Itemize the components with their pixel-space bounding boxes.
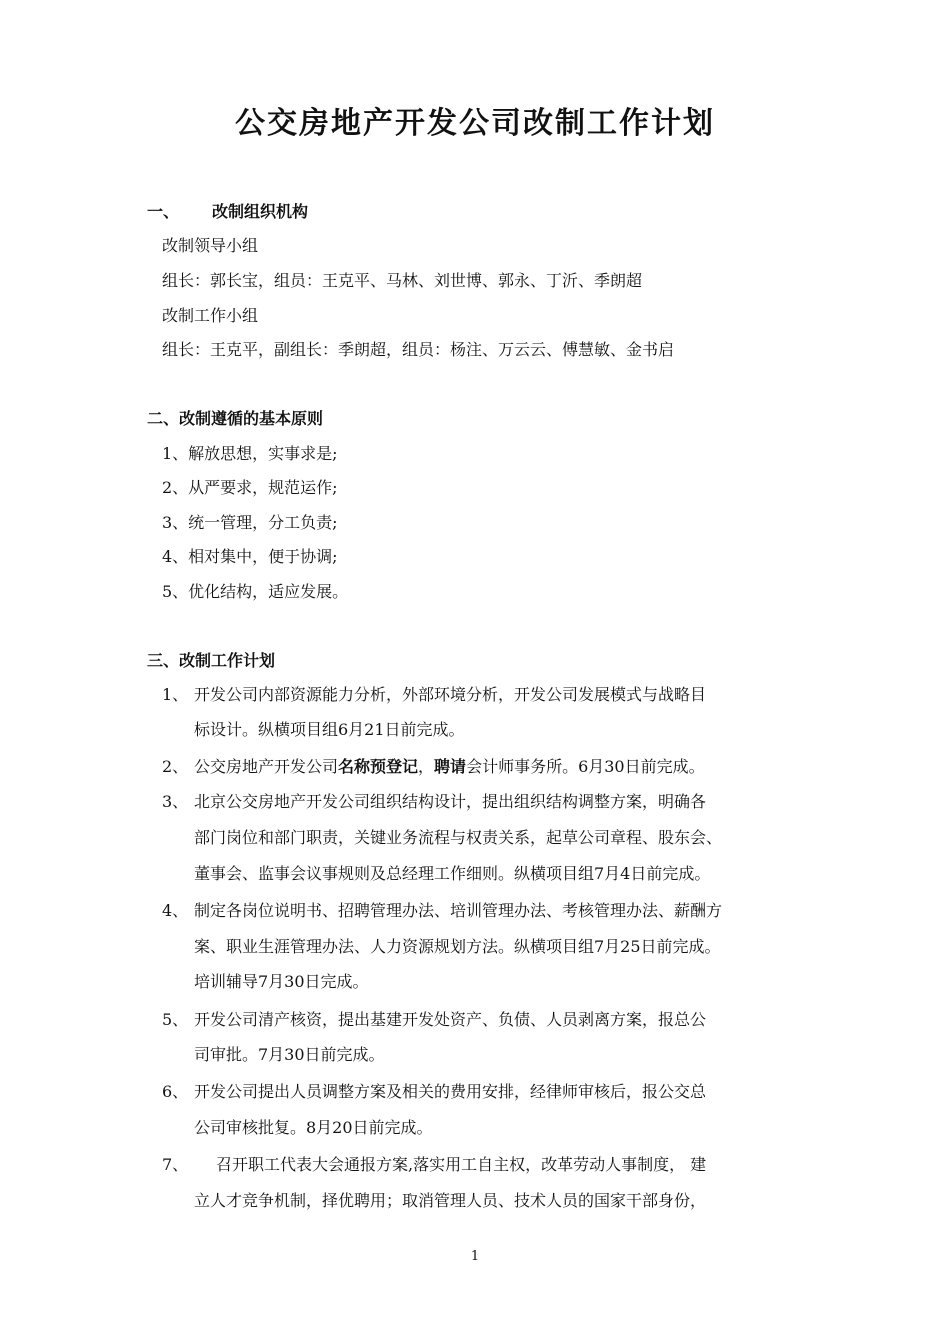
plan-item-line: 制定各岗位说明书、招聘管理办法、培训管理办法、考核管理办法、薪酬方: [194, 901, 723, 920]
plan-item-line: 部门岗位和部门职责，关键业务流程与权责关系，起草公司章程、股东会、: [194, 828, 723, 847]
principle-item: 3、统一管理，分工负责;: [162, 513, 338, 532]
principle-item: 2、从严要求，规范运作;: [162, 478, 338, 497]
plan-item-number: 4、: [162, 901, 189, 920]
plan-item-number: 6、: [162, 1082, 189, 1101]
plan-item-line: [194, 755, 705, 779]
section1-heading: 改制组织机构: [212, 202, 309, 221]
plan-item-line: 召开职工代表大会通报方案,落实用工自主权，改革劳动人事制度， 建: [216, 1155, 707, 1174]
plan-item-text: 会计师事务所。6月30日前完成。: [466, 757, 705, 776]
plan-item-line: 开发公司清产核资，提出基建开发处资产、负债、人员剥离方案，报总公: [194, 1010, 707, 1029]
principle-item: 1、解放思想，实事求是;: [162, 444, 338, 463]
section1-number: 一、: [147, 202, 180, 221]
plan-item-number: 5、: [162, 1010, 189, 1029]
plan-item-number: 1、: [162, 685, 189, 704]
page-number: 1: [470, 1249, 480, 1264]
plan-item-line: 董事会、监事会议事规则及总经理工作细则。纵横项目组7月4日前完成。: [194, 864, 711, 883]
leader-group-title: 改制领导小组: [162, 236, 259, 255]
plan-item-line: 案、职业生涯管理办法、人力资源规划方法。纵横项目组7月25日前完成。: [194, 937, 721, 956]
document-title: 公交房地产开发公司改制工作计划: [235, 106, 715, 141]
plan-item-text: ，: [418, 757, 435, 776]
work-group-members: 组长：王克平，副组长：季朗超，组员：杨注、万云云、傅慧敏、金书启: [162, 340, 675, 359]
plan-item-line: 公司审核批复。8月20日前完成。: [194, 1118, 433, 1137]
plan-item-line: 开发公司内部资源能力分析，外部环境分析，开发公司发展模式与战略目: [194, 685, 707, 704]
principle-item: 4、相对集中，便于协调;: [162, 547, 338, 566]
plan-item-text: 公交房地产开发公司: [194, 757, 339, 776]
leader-group-members: 组长：郭长宝，组员：王克平、马林、刘世博、郭永、丁沂、季朗超: [162, 271, 643, 290]
section3-heading: 三、改制工作计划: [147, 651, 276, 670]
plan-item-number: 3、: [162, 792, 189, 811]
plan-item-line: 标设计。纵横项目组6月21日前完成。: [194, 720, 465, 739]
principle-item: 5、优化结构，适应发展。: [162, 582, 349, 601]
plan-item-number: 2、: [162, 757, 189, 776]
section2-heading: 二、改制遵循的基本原则: [147, 409, 324, 428]
plan-item-line: 立人才竞争机制，择优聘用；取消管理人员、技术人员的国家干部身份，: [194, 1191, 707, 1210]
plan-item-line: 培训辅导7月30日完成。: [194, 972, 369, 991]
plan-item-bold-text: 名称预登记: [338, 757, 419, 776]
plan-item-line: 司审批。7月30日前完成。: [194, 1045, 385, 1064]
plan-item-line: 北京公交房地产开发公司组织结构设计，提出组织结构调整方案，明确各: [194, 792, 707, 811]
plan-item-number: 7、: [162, 1155, 189, 1174]
work-group-title: 改制工作小组: [162, 306, 259, 325]
plan-item-line: 开发公司提出人员调整方案及相关的费用安排，经律师审核后，报公交总: [194, 1082, 707, 1101]
plan-item-bold-text: 聘请: [434, 757, 467, 776]
